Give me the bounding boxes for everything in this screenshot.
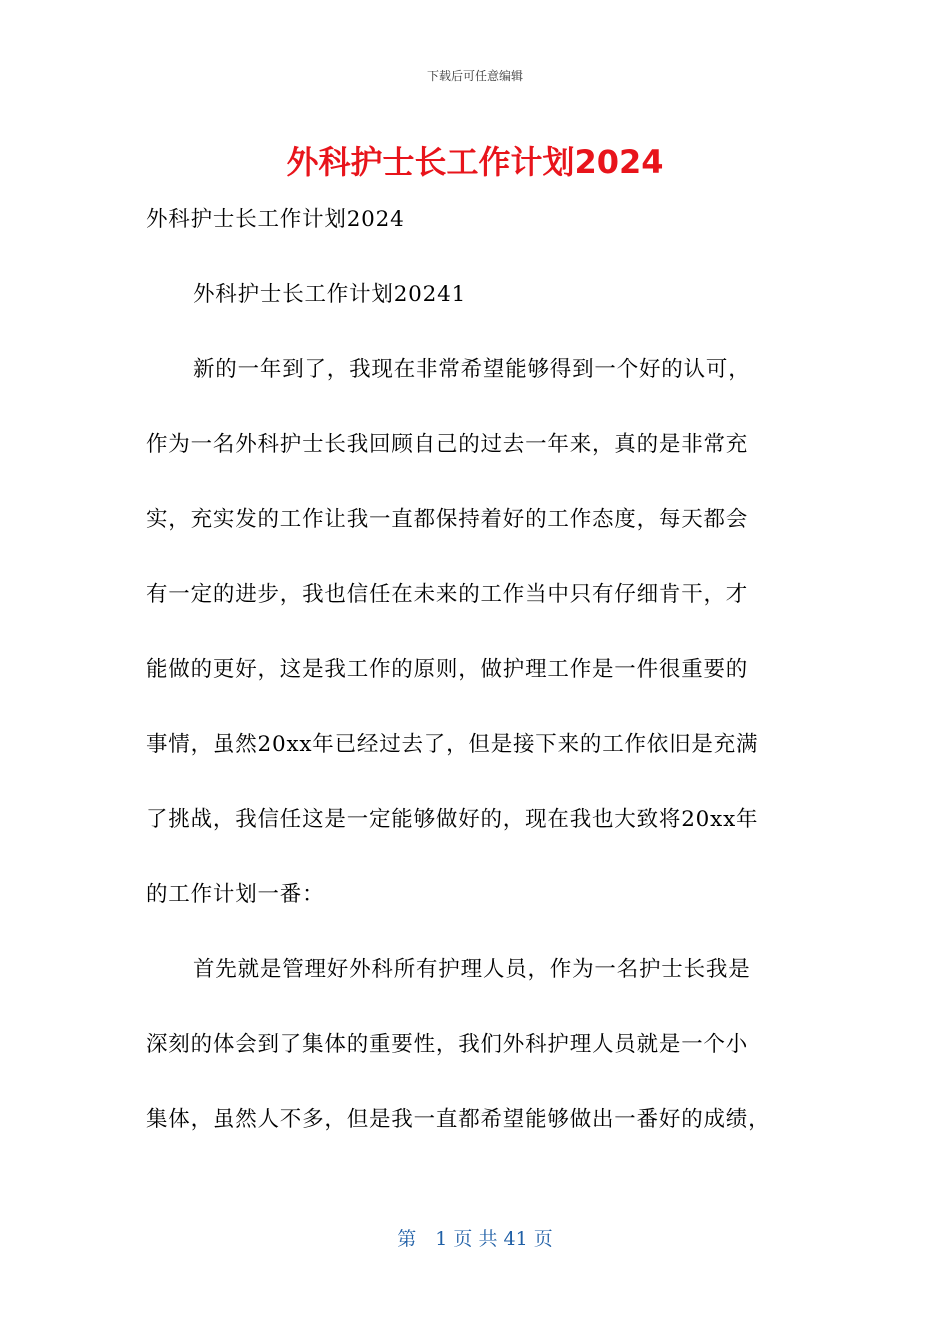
document-title: 外科护士长工作计划2024: [286, 143, 664, 181]
paragraph-line: 有一定的进步，我也信任在未来的工作当中只有仔细肯干，才: [146, 582, 749, 607]
paragraph-line: 事情，虽然20xx年已经过去了，但是接下来的工作依旧是充满: [146, 732, 759, 757]
body-line: 外科护士长工作计划2024: [146, 207, 405, 232]
paragraph-line: 了挑战，我信任这是一定能够做好的，现在我也大致将20xx年: [146, 807, 759, 832]
body-line: 外科护士长工作计划20241: [193, 282, 467, 307]
page-footer: 第 1 页 共 41 页: [397, 1228, 553, 1250]
paragraph-line: 新的一年到了，我现在非常希望能够得到一个好的认可，: [193, 357, 751, 382]
paragraph-line: 实，充实发的工作让我一直都保持着好的工作态度，每天都会: [146, 507, 749, 532]
document-body: [146, 200, 806, 1175]
header-note: 下载后可任意编辑: [426, 69, 523, 83]
paragraph-line: 能做的更好，这是我工作的原则，做护理工作是一件很重要的: [146, 657, 749, 682]
paragraph-line: 深刻的体会到了集体的重要性，我们外科护理人员就是一个小: [146, 1032, 749, 1057]
paragraph-line: 的工作计划一番：: [146, 882, 325, 907]
paragraph-line: 集体，虽然人不多，但是我一直都希望能够做出一番好的成绩，: [146, 1107, 771, 1132]
paragraph-line: 作为一名外科护士长我回顾自己的过去一年来，真的是非常充: [146, 432, 749, 457]
paragraph-line: 首先就是管理好外科所有护理人员，作为一名护士长我是: [193, 957, 751, 982]
